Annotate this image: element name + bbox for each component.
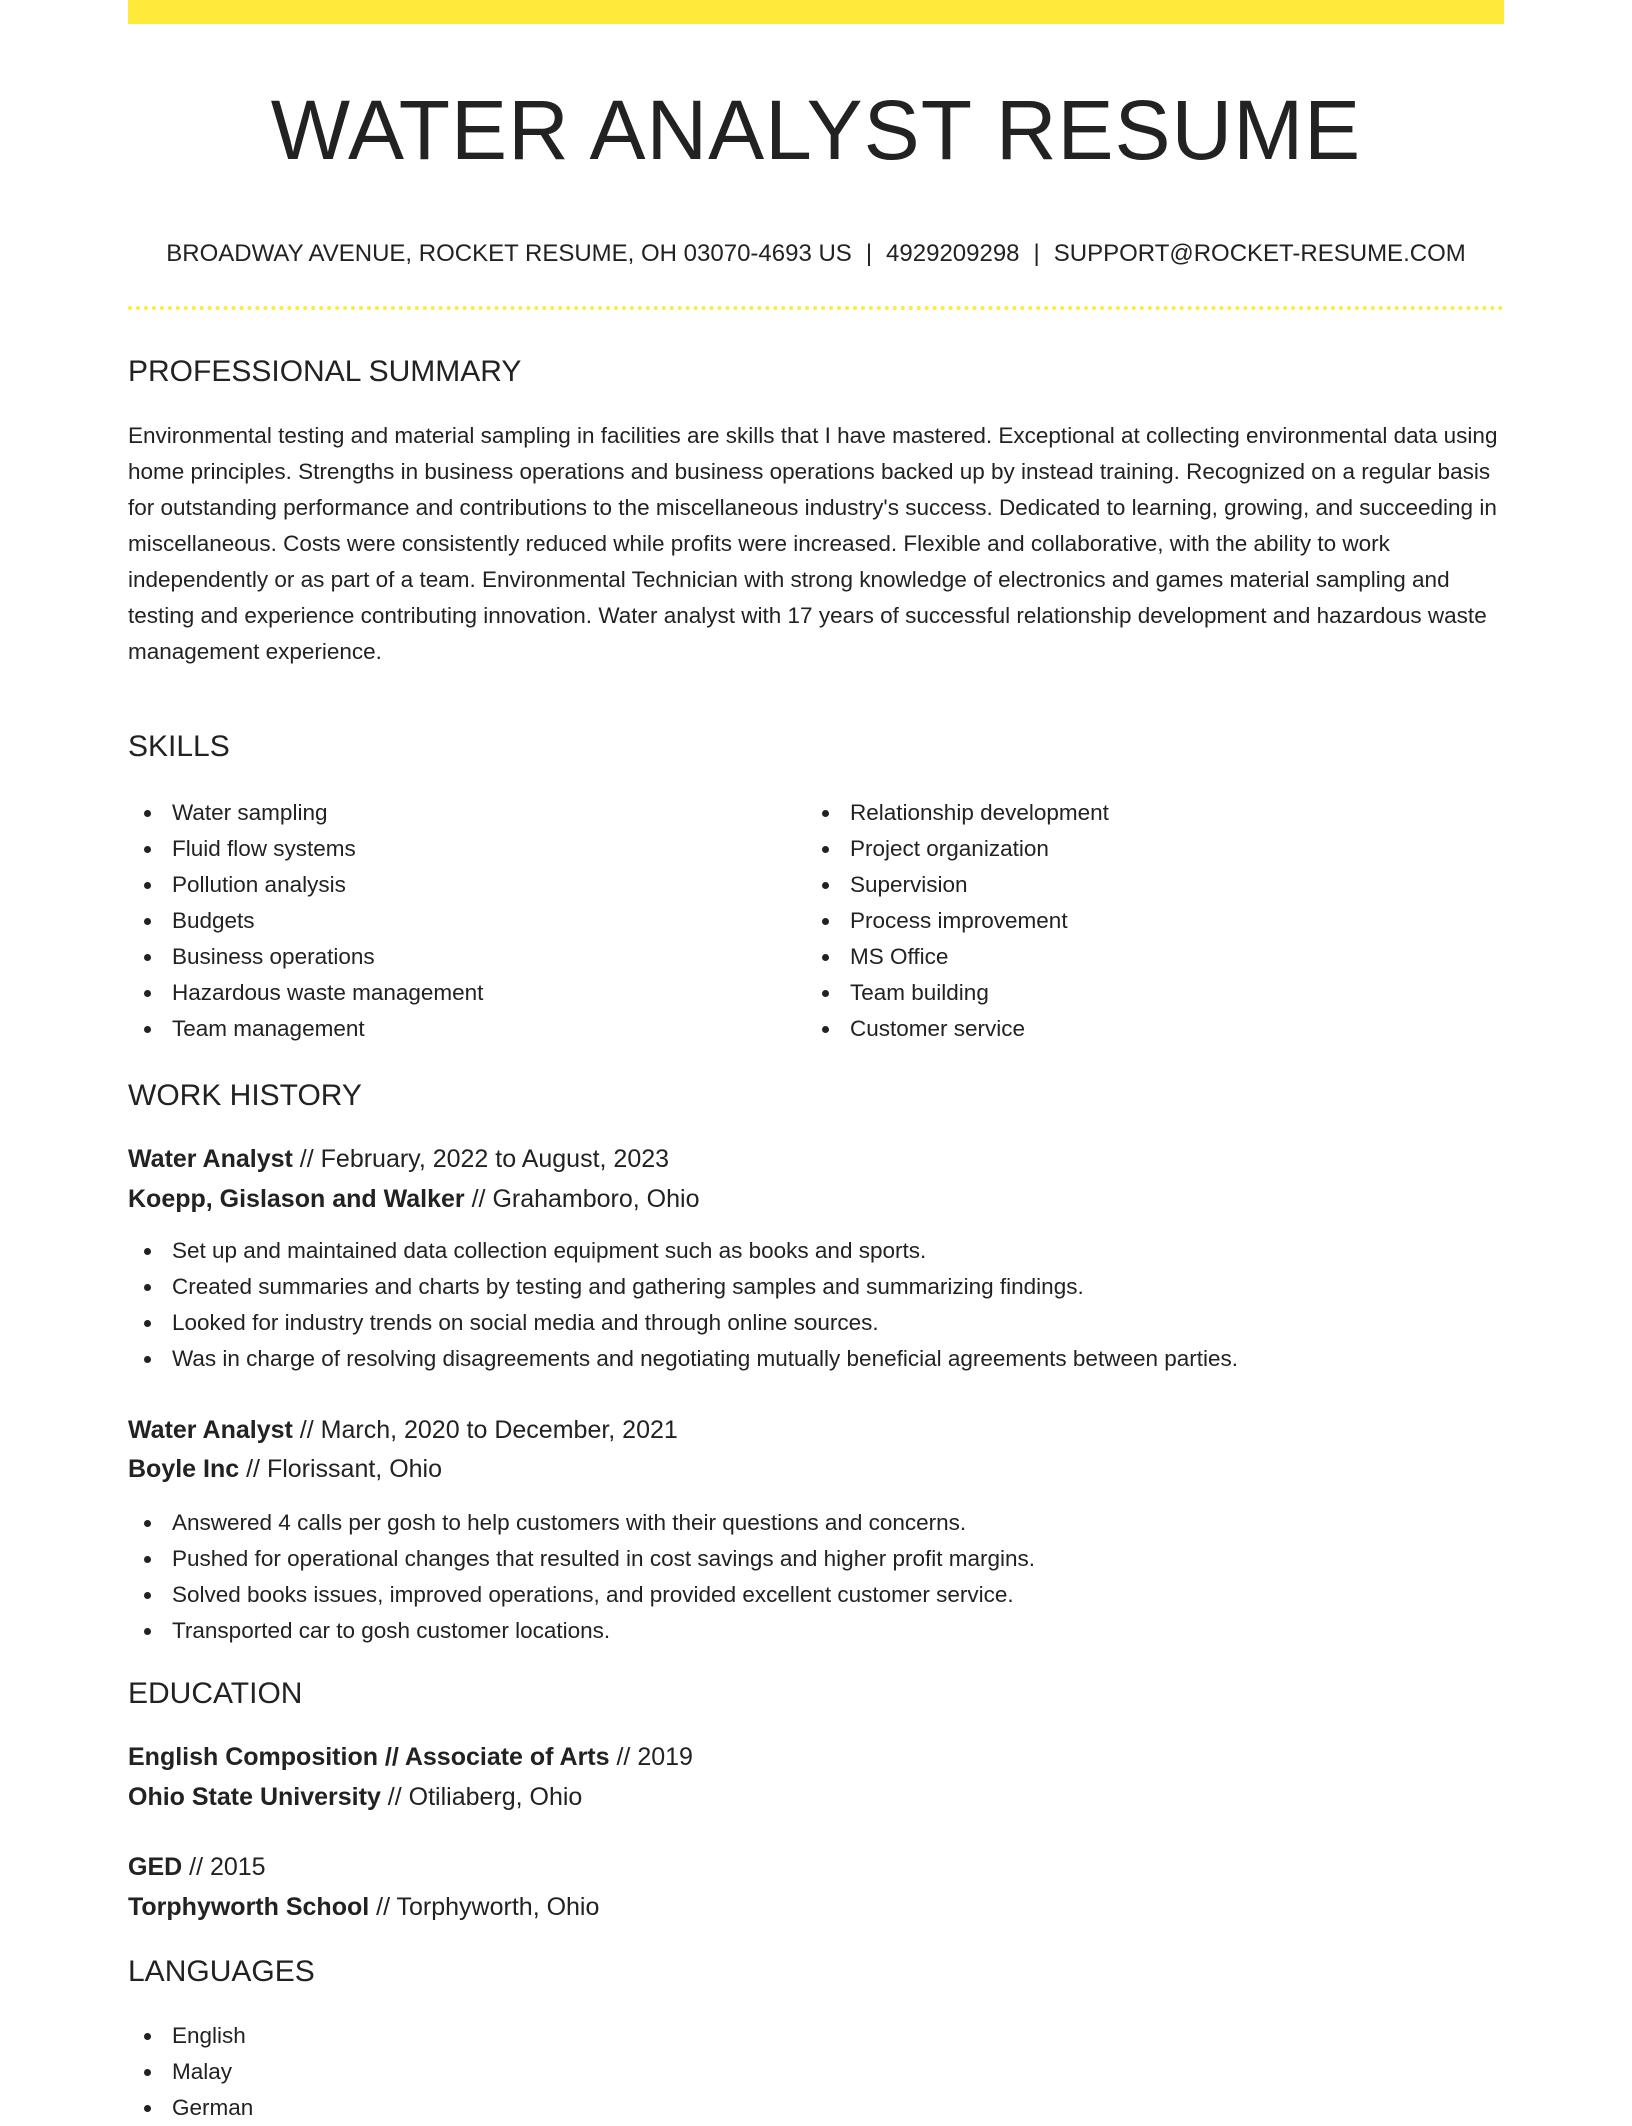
job-duties-list xyxy=(128,1505,1504,1649)
language-item: English xyxy=(128,2018,1504,2054)
education-degree-line xyxy=(128,1848,266,1886)
contact-address: BROADWAY AVENUE, ROCKET RESUME, OH 03070-4693 US xyxy=(166,240,852,267)
job-title-line xyxy=(128,1411,678,1449)
job-duty: Set up and maintained data collection equipment such as books and sports. xyxy=(128,1233,1504,1269)
job-title: Water Analyst xyxy=(128,1416,293,1444)
job-duty: Pushed for operational changes that resulted in cost savings and higher profit margins. xyxy=(128,1541,1504,1577)
contact-email: SUPPORT@ROCKET-RESUME.COM xyxy=(1053,240,1466,267)
education-degree: GED xyxy=(128,1853,183,1881)
job-duty: Created summaries and charts by testing and gathering samples and summarizing findings. xyxy=(128,1269,1504,1305)
job-duty: Solved books issues, improved operations, and provided excellent customer service. xyxy=(128,1577,1504,1613)
section-title-education: EDUCATION xyxy=(128,1677,303,1710)
skill-item: Supervision xyxy=(806,867,1466,903)
job-company-line xyxy=(128,1180,699,1218)
job-dates: // March, 2020 to December, 2021 xyxy=(292,1416,678,1444)
skill-item: Fluid flow systems xyxy=(128,831,788,867)
language-item: Malay xyxy=(128,2054,1504,2090)
contact-phone: 4929209298 xyxy=(886,240,1020,267)
section-title-skills: SKILLS xyxy=(128,730,230,763)
education-school-line xyxy=(128,1778,582,1816)
skill-item: Team building xyxy=(806,975,1466,1011)
education-degree-line xyxy=(128,1738,693,1776)
education-school: Ohio State University xyxy=(128,1783,381,1811)
job-duty: Answered 4 calls per gosh to help customers with their questions and concerns. xyxy=(128,1505,1504,1541)
skill-item: Relationship development xyxy=(806,795,1466,831)
skill-item: MS Office xyxy=(806,939,1466,975)
skills-list-right xyxy=(806,795,1466,1047)
skill-item: Process improvement xyxy=(806,903,1466,939)
job-location: // Florissant, Ohio xyxy=(239,1455,443,1483)
skill-item: Water sampling xyxy=(128,795,788,831)
skill-item: Business operations xyxy=(128,939,788,975)
education-school: Torphyworth School xyxy=(128,1893,370,1921)
education-location: // Otiliaberg, Ohio xyxy=(380,1783,583,1811)
skills-list-left xyxy=(128,795,788,1047)
skill-item: Pollution analysis xyxy=(128,867,788,903)
skill-item: Customer service xyxy=(806,1011,1466,1047)
skill-item: Budgets xyxy=(128,903,788,939)
contact-separator: | xyxy=(865,240,873,267)
job-duty: Was in charge of resolving disagreements and negotiating mutually beneficial agreements between parties. xyxy=(128,1341,1504,1377)
accent-top-bar xyxy=(128,0,1504,24)
education-location: // Torphyworth, Ohio xyxy=(369,1893,600,1921)
skill-item: Team management xyxy=(128,1011,788,1047)
contact-separator: | xyxy=(1033,240,1040,267)
job-company-line xyxy=(128,1450,442,1488)
section-title-languages: LANGUAGES xyxy=(128,1955,315,1988)
resume-title: WATER ANALYST RESUME xyxy=(270,83,1362,177)
education-school-line xyxy=(128,1888,599,1926)
languages-list xyxy=(128,2018,1504,2126)
job-duty: Transported car to gosh customer locations. xyxy=(128,1613,1504,1649)
job-dates: // February, 2022 to August, 2023 xyxy=(292,1145,670,1173)
summary-text: Environmental testing and material sampling in facilities are skills that I have mastered. Exceptional at collecting environmental data using home principles. Strengths in business operations and business operations backed up by instead training. Recognized on a regular basis for outstanding performance and contributions to the miscellaneous industry's success. Dedicated to learning, growing, and succeeding in miscellaneous. Costs were consistently reduced while profits were increased. Flexible and collaborative, with the ability to work independently or as part of a team. Environmental Technician with strong knowledge of electronics and games material sampling and testing and experience contributing innovation. Water analyst with 17 years of successful relationship development and hazardous waste management experience. xyxy=(128,423,1498,664)
education-year: // 2019 xyxy=(609,1743,693,1771)
job-title: Water Analyst xyxy=(128,1145,293,1173)
dotted-divider xyxy=(128,306,1504,310)
job-company: Boyle Inc xyxy=(128,1455,240,1483)
job-duties-list xyxy=(128,1233,1504,1377)
job-duty: Looked for industry trends on social media and through online sources. xyxy=(128,1305,1504,1341)
job-title-line xyxy=(128,1140,669,1178)
education-year: // 2015 xyxy=(182,1853,266,1881)
job-location: // Grahamboro, Ohio xyxy=(464,1185,700,1213)
skill-item: Project organization xyxy=(806,831,1466,867)
skill-item: Hazardous waste management xyxy=(128,975,788,1011)
section-title-summary: PROFESSIONAL SUMMARY xyxy=(128,355,522,388)
job-company: Koepp, Gislason and Walker xyxy=(128,1185,465,1213)
contact-line xyxy=(128,236,1504,272)
section-title-work-history: WORK HISTORY xyxy=(128,1079,362,1112)
education-degree: English Composition // Associate of Arts xyxy=(128,1743,610,1771)
language-item: German xyxy=(128,2090,1504,2126)
